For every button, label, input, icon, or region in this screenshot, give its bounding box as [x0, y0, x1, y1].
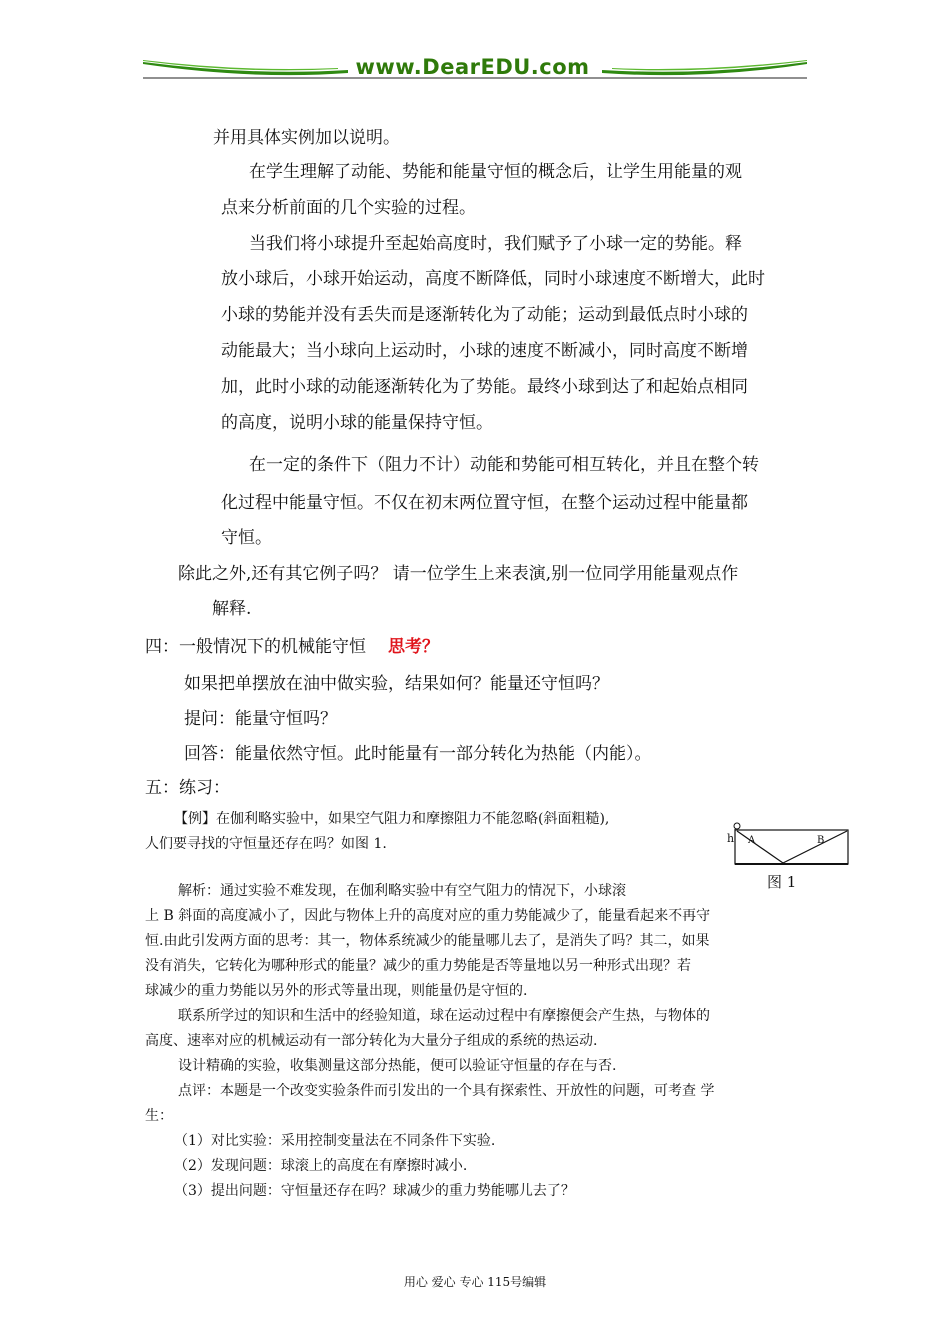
- para1-line1: 在学生理解了动能、势能和能量守恒的概念后，让学生用能量的观: [249, 162, 742, 182]
- para2-line5: 加，此时小球的动能逐渐转化为了势能。最终小球到达了和起始点相同: [221, 377, 748, 397]
- site-logo-text[interactable]: www.DearEDU.com: [355, 55, 590, 79]
- figure-label-a: A: [748, 835, 756, 846]
- link-line2: 高度、速率对应的机械运动有一部分转化为大量分子组成的系统的热运动.: [145, 1033, 598, 1049]
- para3-line1: 在一定的条件下（阻力不计）动能和势能可相互转化，并且在整个转: [249, 455, 759, 475]
- para3-line2: 化过程中能量守恒。不仅在初末两位置守恒，在整个运动过程中能量都: [221, 493, 748, 513]
- analysis-line2: 上 B 斜面的高度减小了，因此与物体上升的高度对应的重力势能减少了，能量看起来不再守: [145, 908, 711, 924]
- para4-line1: 除此之外,还有其它例子吗？ 请一位学生上来表演,别一位同学用能量观点作: [178, 564, 739, 584]
- para2-line4: 动能最大；当小球向上运动时，小球的速度不断减小，同时高度不断增: [221, 341, 748, 361]
- page-footer: 用心 爱心 专心 115号编辑: [403, 1275, 547, 1289]
- analysis-line3: 恒.由此引发两方面的思考：其一，物体系统减少的能量哪儿去了，是消失了吗？其二，如果: [145, 933, 710, 949]
- review-line1: 点评：本题是一个改变实验条件而引发出的一个具有探索性、开放性的问题，可考查 学: [178, 1083, 715, 1099]
- section4-question: 如果把单摆放在油中做实验，结果如何？能量还守恒吗？: [184, 674, 609, 694]
- para3-line3: 守恒。: [221, 528, 272, 548]
- section4-heading: [145, 630, 439, 664]
- para1-line2: 点来分析前面的几个实验的过程。: [221, 198, 476, 218]
- section4-ask: 提问：能量守恒吗？: [184, 709, 337, 729]
- figure-label-b: B: [817, 835, 825, 846]
- section5-title: 五：练习：: [145, 778, 230, 798]
- figure-caption: 图 1: [767, 873, 797, 891]
- para2-line3: 小球的势能并没有丢失而是逐渐转化为了动能；运动到最低点时小球的: [221, 305, 748, 325]
- example-line2: 人们要寻找的守恒量还存在吗？如图 1.: [145, 836, 387, 852]
- analysis-line4: 没有消失，它转化为哪种形式的能量？减少的重力势能是否等量地以另一种形式出现？若: [145, 958, 691, 974]
- para4-line2: 解释.: [212, 599, 252, 619]
- figure-label-h: h: [727, 832, 735, 845]
- para2-line1: 当我们将小球提升至起始高度时，我们赋予了小球一定的势能。释: [249, 234, 742, 254]
- section4-title: 四：一般情况下的机械能守恒: [145, 637, 366, 657]
- point-2: （2）发现问题：球滚上的高度在有摩擦时减小.: [174, 1158, 468, 1174]
- point-1: （1）对比实验：采用控制变量法在不同条件下实验.: [174, 1133, 496, 1149]
- header-banner: [143, 50, 807, 82]
- section4-answer: 回答：能量依然守恒。此时能量有一部分转化为热能（内能）。: [184, 744, 652, 764]
- analysis-line5: 球减少的重力势能以另外的形式等量出现，则能量仍是守恒的.: [145, 983, 528, 999]
- para2-line6: 的高度，说明小球的能量保持守恒。: [221, 413, 493, 433]
- para2-line2: 放小球后，小球开始运动，高度不断降低，同时小球速度不断增大，此时: [221, 269, 765, 289]
- example-line1: 【例】在伽利略实验中，如果空气阻力和摩擦阻力不能忽略(斜面粗糙),: [174, 811, 610, 827]
- review-line2: 生：: [145, 1108, 173, 1124]
- continuation-line: 并用具体实例加以说明。: [213, 128, 400, 148]
- analysis-line1: 解析：通过实验不难发现，在伽利略实验中有空气阻力的情况下，小球滚: [178, 883, 626, 899]
- think-label: 思考？: [388, 637, 439, 657]
- link-line1: 联系所学过的知识和生活中的经验知道，球在运动过程中有摩擦便会产生热，与物体的: [178, 1008, 710, 1024]
- design-line: 设计精确的实验，收集测量这部分热能，便可以验证守恒量的存在与否.: [178, 1058, 617, 1074]
- point-3: （3）提出问题：守恒量还存在吗？球减少的重力势能哪儿去了？: [174, 1183, 575, 1199]
